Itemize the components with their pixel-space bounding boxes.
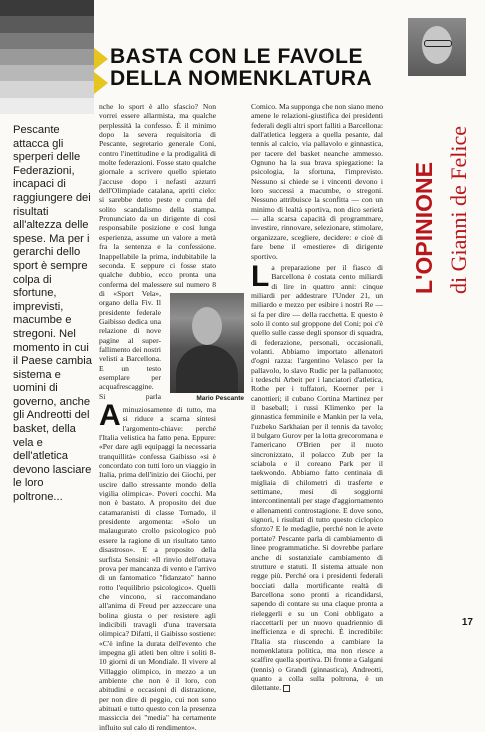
column-2-intro: Comico. Ma supponga che non siano meno amene le relazioni-giustifica dei presidenti federali degli altri sport falliti a Barcellona: dall'atletica leggera a quella pesante, dal tennis al calcio, via pallavolo e ginnastica, per tacere del basket neanche ammesso. Ognuno ha la sua brava spiegazione: la psicologia, la sfortuna, l'imprevisto. Nessuno si chiede se i vincenti devono i loro successi a macumbe, o stregoni. Nessuno attribuisce la sconfitta — con un minimo di lealtà sportiva, non dico serietà — alla scarsa capacità di programmare, investire, rinnovare, selezionare, stimolare, organizzare, scegliere, decidere: e cioè di fare bene il «mestiere» di dirigente sportivo. — [251, 102, 383, 261]
dropcap-a: A — [99, 399, 121, 432]
dropcap-l: L — [251, 259, 270, 293]
pescante-photo — [170, 293, 244, 393]
article-column-2 — [251, 102, 383, 693]
photo-caption: Mario Pescante — [196, 395, 244, 402]
opinion-label: L'OPINIONE — [411, 162, 437, 294]
opinion-author: di Gianni de Felice — [446, 125, 471, 294]
opinion-column-title — [398, 96, 474, 296]
column-1-text: nche lo sport è allo sfascio? Non vorrei essere allarmista, ma qualche perplessità la confesso. È il minimo dopo la severa requisitoria di Pescante, segretario generale Coni, contro l'inettitudine e la prodigalità di molte federazioni. Fosse stato qualche giornale a scrivere quello spietato j'accuse dopo i nefasti azzurri dell'Olimpiade catalana, apriti cielo: si sarebbe detto peste e corna del solito scandalismo della stampa. Pronunciato da un dirigente di così responsabile posizione e così lunga esperienza, assume un valore a metà fra la sentenza e la confessione. Inappellabile la prima, indubitabile la seconda. E seppure ci fosse stato qualche dubbio, ecco pronta una conferma del malessere sul numero 8 di «Sport Vela», organo della Fiv. Il presidente federale Gaibisso dedica una relazione di nove pagine al super-fallimento dei nostri velisti a Barcellona. E un testo esemplare per acquafrescaggine. Si parla minuziosamente di tutto, ma si riduce a scarna sintesi l'argomento-chiave: perché l'Italia velistica ha fatto pena. Eppure: «Per dare agli equipaggi la necessaria tranquillità» confessa Gaibisso «si è concordato con tutti loro un viaggio in Italia, prima dell'inizio dei Giochi, per uscire dallo stressante mondo della vigilia olimpica». Poveri cocchi. Ma non è bastato. A proposito dei due catamaranisti di classe Tornado, il presidente argomenta: «Solo un malaugurato crollo psicologico può essere la ragione di un risultato tanto disastroso». E a proposito della surfista Sensini: «Il rinvio dell'ottava prova per mancanza di vento e l'arrivo di un fantomatico "fidanzato" hanno rotto l'equilibrio psicologico». Quelli che vincono, si raccomandano all'anima di Freud per azzeccare una bolina giusta o per resistere agli indicibili travagli d'una traversata olimpica? Difatti, il Gaibisso sostiene: «C'è infine la durata dell'evento che impegna gli atleti ben oltre i soliti 8-10 giorni di un Mondiale. Il vivere al Villaggio olimpico, in mezzo a un ambiente che non è il loro, con abitudini e occasioni di distrazione, per non dire di peggio, cui non sono abituati e tutto questo con la presenza massiccia dei "media" ha certamente influito sul calo di rendimento». — [99, 102, 216, 732]
decorative-stripes — [0, 0, 94, 114]
article-headline — [110, 46, 410, 90]
columnist-portrait — [408, 18, 466, 76]
article-standfirst: Pescante attacca gli sperperi delle Federazioni, incapaci di raggiungere dei risultati all'altezza delle spese. Ma per i gerarchi dello sport è sempre colpa di sfortune, imprevisti, macumbe e stregoni. Nel momento in cui il Paese cambia sistema e uomini di governo, anche gli Andreotti del basket, della vela e dell'atletica devono lasciare le loro poltrone... — [13, 124, 92, 504]
headline-arrow-marker — [94, 48, 108, 70]
column-2-text: a preparazione per il fiasco di Barcellona è costata cento miliardi di lire in quattro anni: cinque miliardi per addestrare l'Under 21, un miliardo e mezzo per esibire i nostri Re — si fa per dire — della racchetta. E questo è solo il conto sul groppone del Coni; poi c'è quello sulle casse degli sponsor di squadra, di federazione, personali, occasionali, volanti. Abbiamo importato allenatori d'ogni razza: l'argentino Velasco per la pallavolo, lo slavo Rudic per la pallanuoto; i tedeschi Arbeit per i lanciatori d'atletica, Rothe per i tuffatori, Koerner per i canottieri; il cubano Cortina Martinez per il baseball; i russi Klimenko per la ginnastica femminile e Mankin per la vela, l'uzbeko Sarkhaian per il tennis da tavolo; il bulgaro Gurov per la lotta grecoromana e l'americano O'Brien per il nuoto sincronizzato, il polacco Zub per la sciabola e il coreano Park per il taekwondo. Abbiamo fatto centinaia di migliaia di chilometri di trasferte e settimane, mesi di soggiorni intercontinentali per stage d'aggiornamento e allenamenti controstagione. E dove sono, signori, i risultati di tutto questo ciclopico sforzo? E le medaglie, perché non le avete portate? Pescante parla di cambiamento di linee programmatiche. Si dovrebbe parlare anche di sostanziale cambiamento di strutture e statuti. Il sistema attuale non regge più. Perché ora i presidenti federali bocciati dalla mortificante realtà di Barcellona sono pronti a ricandidarsi, sapendo di contare su una claque pronta a rieleggerli e su un Coni obbligato a riaccettarli per un nuovo quadriennio di inefficienza e di sprechi. È incredibile: l'Italia sta riuscendo a cambiare la nomenklatura politica, ma non riesce a scalfire quella sportiva. Di fronte a Galgani (tennis) o Grandi (ginnastica), Andreotti, quanto a colla sulla poltrona, è un dilettante. — [251, 262, 383, 693]
page-number: 17 — [461, 617, 473, 628]
article-column-1 — [99, 102, 216, 732]
headline-line-1: BASTA CON LE FAVOLE — [110, 45, 363, 68]
end-mark — [283, 685, 290, 692]
headline-line-2: DELLA NOMENKLATURA — [110, 67, 373, 90]
headline-arrow-marker-2 — [94, 72, 108, 94]
